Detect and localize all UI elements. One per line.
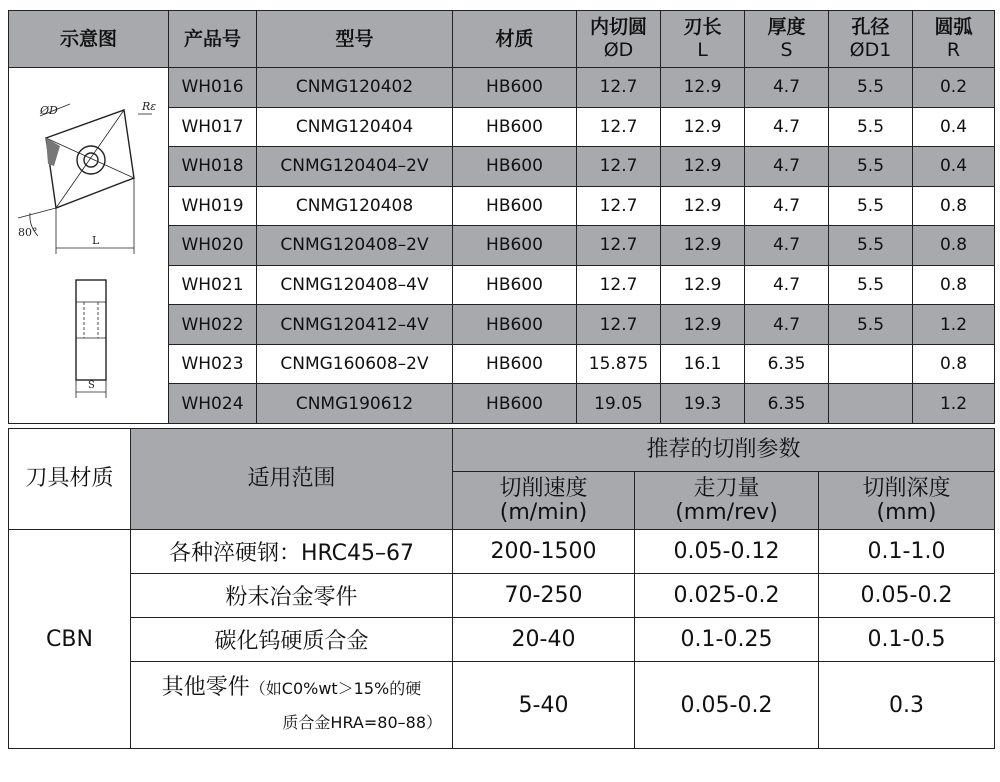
cell-depth: 0.3 — [819, 662, 995, 749]
header-depth-name: 切削深度 — [862, 475, 951, 501]
table-row — [9, 530, 995, 574]
label-angle: 80° — [17, 226, 37, 239]
cell-l: 16.1 — [661, 344, 745, 384]
cell-code: WH020 — [169, 226, 257, 266]
table-row — [9, 618, 995, 662]
header-thickness-name: 厚度 — [767, 16, 806, 38]
header-material: 材质 — [453, 11, 577, 68]
cell-d: 15.875 — [577, 344, 661, 384]
table-row — [9, 68, 995, 108]
cell-l: 12.9 — [661, 147, 745, 187]
cell-feed: 0.1-0.25 — [635, 618, 819, 662]
header-application: 适用范围 — [131, 429, 453, 530]
cell-speed: 20-40 — [453, 618, 635, 662]
header-length-name: 刃长 — [683, 16, 722, 38]
cell-application — [131, 662, 453, 749]
cell-d1 — [829, 384, 913, 424]
insert-diagram — [9, 68, 169, 424]
cell-application: 各种淬硬钢：HRC45–67 — [131, 530, 453, 574]
insert-drawing — [10, 68, 168, 418]
cell-s: 4.7 — [745, 305, 829, 345]
cell-application: 粉末冶金零件 — [131, 574, 453, 618]
spec-header-row — [9, 11, 995, 68]
cell-code: WH017 — [169, 107, 257, 147]
header-thickness — [745, 11, 829, 68]
cell-model: CNMG160608–2V — [257, 344, 453, 384]
cell-material: HB600 — [453, 384, 577, 424]
cell-model: CNMG190612 — [257, 384, 453, 424]
cell-s: 4.7 — [745, 147, 829, 187]
cell-feed: 0.05-0.12 — [635, 530, 819, 574]
cell-r: 0.2 — [913, 68, 995, 108]
header-radius-sym: R — [946, 39, 961, 61]
cell-depth: 0.1-1.0 — [819, 530, 995, 574]
cell-d: 12.7 — [577, 68, 661, 108]
cell-l: 12.9 — [661, 186, 745, 226]
header-length — [661, 11, 745, 68]
header-length-sym: L — [697, 39, 708, 61]
label-s: S — [87, 380, 95, 391]
cell-l: 12.9 — [661, 305, 745, 345]
header-hole-sym: ØD1 — [849, 39, 892, 61]
header-radius-name: 圆弧 — [934, 16, 973, 38]
insert-hole-outer — [77, 146, 105, 174]
cell-code: WH024 — [169, 384, 257, 424]
cell-d: 12.7 — [577, 305, 661, 345]
cell-s: 6.35 — [745, 384, 829, 424]
label-r: Rε — [141, 100, 156, 113]
cell-d1: 5.5 — [829, 147, 913, 187]
cell-r: 1.2 — [913, 305, 995, 345]
header-hole-name: 孔径 — [851, 16, 890, 38]
header-code: 产品号 — [169, 11, 257, 68]
header-ic-sym: ØD — [603, 39, 634, 61]
header-feed-name: 走刀量 — [693, 475, 760, 501]
cell-d1: 5.5 — [829, 186, 913, 226]
cell-material: HB600 — [453, 68, 577, 108]
cell-l: 19.3 — [661, 384, 745, 424]
cell-depth: 0.1-0.5 — [819, 618, 995, 662]
header-thickness-sym: S — [780, 39, 793, 61]
cell-speed: 70-250 — [453, 574, 635, 618]
label-l: L — [91, 234, 99, 247]
cell-code: WH019 — [169, 186, 257, 226]
cell-d1: 5.5 — [829, 107, 913, 147]
cell-model: CNMG120408–2V — [257, 226, 453, 266]
cell-d: 12.7 — [577, 186, 661, 226]
table-row — [9, 574, 995, 618]
cell-r: 0.8 — [913, 344, 995, 384]
cell-model: CNMG120404 — [257, 107, 453, 147]
cell-r: 0.8 — [913, 186, 995, 226]
cell-d: 12.7 — [577, 147, 661, 187]
header-depth-unit: (mm) — [876, 499, 937, 525]
cell-l: 12.9 — [661, 107, 745, 147]
cell-l: 12.9 — [661, 68, 745, 108]
spec-table — [8, 10, 995, 424]
cell-s: 4.7 — [745, 107, 829, 147]
cell-speed: 200-1500 — [453, 530, 635, 574]
header-ic — [577, 11, 661, 68]
header-speed-name: 切削速度 — [499, 475, 588, 501]
header-ic-name: 内切圆 — [589, 16, 647, 38]
cell-s: 4.7 — [745, 186, 829, 226]
cell-r: 0.8 — [913, 226, 995, 266]
cell-code: WH022 — [169, 305, 257, 345]
cell-model: CNMG120408 — [257, 186, 453, 226]
application-main: 其他零件 — [161, 674, 250, 700]
cell-l: 12.9 — [661, 226, 745, 266]
application-note-1: （如C0%wt＞15%的硬 — [249, 678, 422, 698]
header-feed-unit: (mm/rev) — [675, 499, 778, 525]
application-note-2: 质合金HRA=80–88） — [282, 712, 442, 732]
header-model: 型号 — [257, 11, 453, 68]
cell-d: 12.7 — [577, 226, 661, 266]
cell-model: CNMG120408–4V — [257, 265, 453, 305]
cell-d1 — [829, 344, 913, 384]
cell-feed: 0.025-0.2 — [635, 574, 819, 618]
header-recommended: 推荐的切削参数 — [453, 429, 995, 472]
cell-r: 0.4 — [913, 147, 995, 187]
header-radius — [913, 11, 995, 68]
cell-material: HB600 — [453, 305, 577, 345]
corner-hatch — [46, 138, 60, 166]
cell-material: HB600 — [453, 186, 577, 226]
cell-model: CNMG120402 — [257, 68, 453, 108]
cell-s: 4.7 — [745, 226, 829, 266]
param-table — [8, 428, 995, 749]
cell-tool-material: CBN — [9, 530, 131, 749]
header-speed — [453, 472, 635, 530]
cell-s: 4.7 — [745, 68, 829, 108]
cell-model: CNMG120412–4V — [257, 305, 453, 345]
header-diagram: 示意图 — [9, 11, 169, 68]
cell-material: HB600 — [453, 226, 577, 266]
cell-code: WH021 — [169, 265, 257, 305]
cell-d: 12.7 — [577, 107, 661, 147]
param-header-row-1 — [9, 429, 995, 472]
cell-d1: 5.5 — [829, 305, 913, 345]
header-depth — [819, 472, 995, 530]
cell-d1: 5.5 — [829, 226, 913, 266]
cell-d1: 5.5 — [829, 68, 913, 108]
cell-material: HB600 — [453, 265, 577, 305]
cell-s: 4.7 — [745, 265, 829, 305]
cell-model: CNMG120404–2V — [257, 147, 453, 187]
cell-depth: 0.05-0.2 — [819, 574, 995, 618]
cell-material: HB600 — [453, 344, 577, 384]
header-speed-unit: (m/min) — [499, 499, 588, 525]
cell-feed: 0.05-0.2 — [635, 662, 819, 749]
cell-speed: 5-40 — [453, 662, 635, 749]
cell-d: 19.05 — [577, 384, 661, 424]
cell-r: 0.8 — [913, 265, 995, 305]
header-feed — [635, 472, 819, 530]
header-tool-material: 刀具材质 — [9, 429, 131, 530]
cell-r: 0.4 — [913, 107, 995, 147]
cell-r: 1.2 — [913, 384, 995, 424]
cell-d1: 5.5 — [829, 265, 913, 305]
cell-application: 碳化钨硬质合金 — [131, 618, 453, 662]
label-d: ØD — [39, 104, 58, 117]
cell-s: 6.35 — [745, 344, 829, 384]
cell-code: WH018 — [169, 147, 257, 187]
header-hole — [829, 11, 913, 68]
cell-l: 12.9 — [661, 265, 745, 305]
table-row — [9, 662, 995, 749]
cell-material: HB600 — [453, 107, 577, 147]
cell-code: WH023 — [169, 344, 257, 384]
cell-d: 12.7 — [577, 265, 661, 305]
cell-code: WH016 — [169, 68, 257, 108]
cell-material: HB600 — [453, 147, 577, 187]
